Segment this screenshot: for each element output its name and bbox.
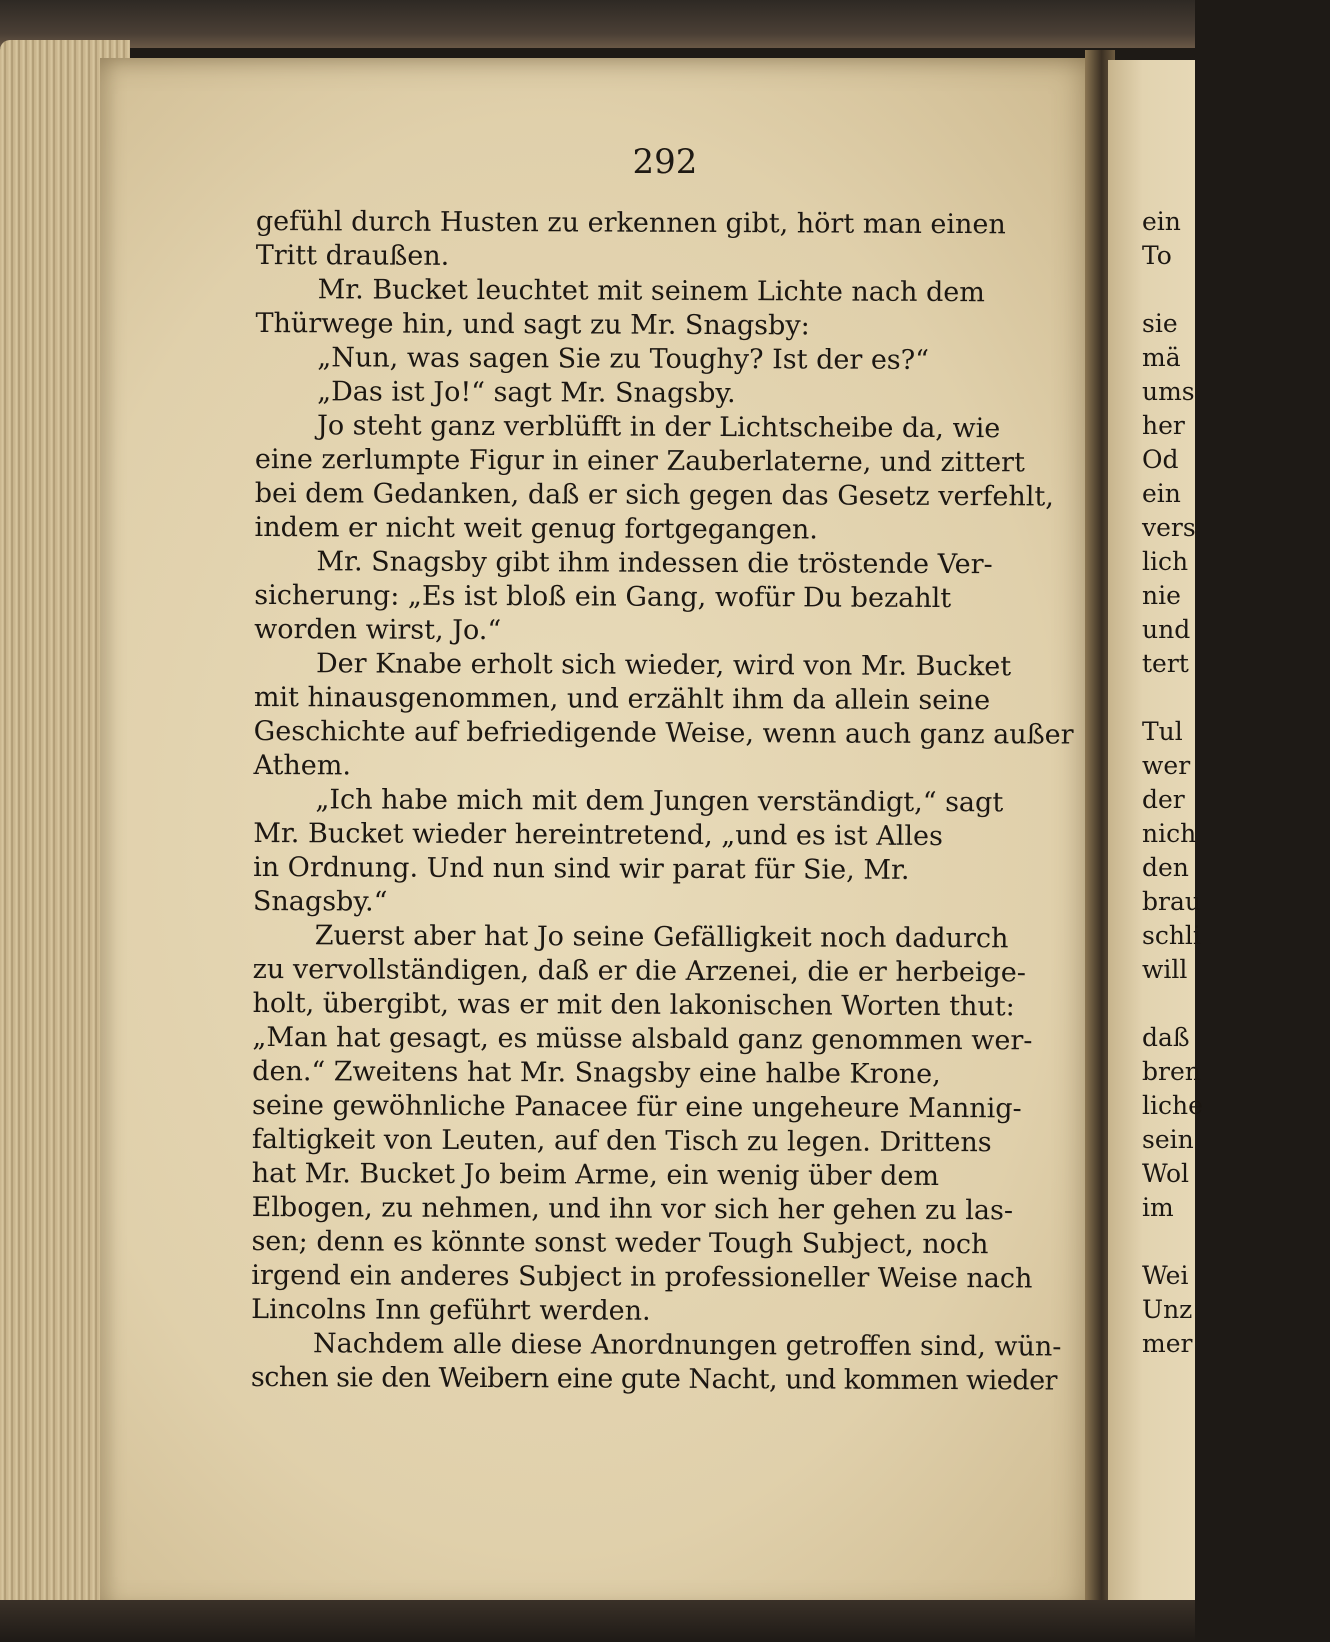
- text-line: Snagsby.“: [252, 885, 388, 918]
- next-page-fragment: daß: [1142, 1023, 1190, 1052]
- fragment-gap: [1142, 681, 1195, 715]
- text-line: Mr. Bucket wieder hereintretend, „und es ist Alles: [253, 817, 943, 853]
- text-line: Jo steht ganz verblüfft in der Lichtscheibe da, wie: [316, 410, 1001, 445]
- next-page-fragment: nich: [1142, 819, 1197, 848]
- next-page-fragment: den: [1142, 853, 1189, 882]
- text-line: Tritt draußen.: [255, 239, 450, 272]
- text-line: Zuerst aber hat Jo seine Gefälligkeit noch dadurch: [314, 920, 1009, 955]
- text-line: „Das ist Jo!“ sagt Mr. Snagsby.: [317, 376, 736, 410]
- text-line: Geschichte auf befriedigende Weise, wenn auch ganz außer: [253, 715, 1074, 751]
- text-line: seine gewöhnliche Panacee für eine ungeheure Mannig-: [252, 1089, 1022, 1125]
- text-line: holt, übergibt, was er mit den lakonischen Worten thut:: [252, 987, 1015, 1023]
- next-page-fragment: mä: [1142, 343, 1181, 372]
- text-line: schen sie den Weibern eine gute Nacht, und kommen wieder: [250, 1361, 1058, 1397]
- next-page-fragment: der: [1142, 785, 1185, 814]
- book-binding: [0, 0, 1195, 48]
- fragment-gap: [1142, 987, 1195, 1021]
- next-page-fragment: mer: [1142, 1329, 1193, 1358]
- next-page-fragment: her: [1142, 411, 1185, 440]
- text-line: „Nun, was sagen Sie zu Toughy? Ist der es?“: [317, 342, 930, 376]
- next-page-fragment: wer: [1142, 751, 1191, 780]
- text-line: „Ich habe mich mit dem Jungen verständigt,“ sagt: [315, 784, 1004, 819]
- next-page-fragment: Wol: [1142, 1159, 1190, 1188]
- text-line: sicherung: „Es ist bloß ein Gang, wofür Du bezahlt: [254, 579, 952, 615]
- next-page-fragment: Wei: [1142, 1261, 1189, 1290]
- text-line: hat Mr. Bucket Jo beim Arme, ein wenig über dem: [251, 1157, 940, 1192]
- next-page-fragment: To: [1142, 241, 1172, 270]
- text-line: Mr. Bucket leuchtet mit seinem Lichte nach dem: [317, 274, 985, 309]
- text-line: bei dem Gedanken, daß er sich gegen das Gesetz verfehlt,: [254, 477, 1054, 513]
- text-line: Elbogen, zu nehmen, und ihn vor sich her gehen zu las-: [251, 1191, 1014, 1227]
- text-line: worden wirst, Jo.“: [254, 613, 502, 647]
- text-line: irgend ein anderes Subject in professioneller Weise nach: [251, 1259, 1033, 1295]
- text-line: Der Knabe erholt sich wieder, wird von Mr. Bucket: [315, 648, 1012, 683]
- text-line: sen; denn es könnte sonst weder Tough Subject, noch: [251, 1225, 989, 1261]
- text-line: in Ordnung. Und nun sind wir parat für Sie, Mr.: [253, 851, 910, 886]
- text-line: Nachdem alle diese Anordnungen getroffen sind, wün-: [312, 1328, 1062, 1363]
- text-line: mit hinausgenommen, und erzählt ihm da allein seine: [253, 681, 991, 717]
- next-page-fragment: im: [1142, 1193, 1174, 1222]
- next-page-fragment: nie: [1142, 581, 1181, 610]
- next-page-fragment: Tul: [1142, 717, 1183, 746]
- next-page-text: [1142, 205, 1203, 1361]
- next-page-fragment: sein: [1142, 1125, 1194, 1154]
- next-page-fragment: ein: [1142, 207, 1181, 236]
- next-page-fragment: ein: [1142, 479, 1181, 508]
- next-page-fragment: tert: [1142, 649, 1189, 678]
- next-page-fragment: lich: [1142, 547, 1189, 576]
- next-page-fragment: bren: [1142, 1057, 1201, 1086]
- text-line: „Man hat gesagt, es müsse alsbald ganz genommen wer-: [252, 1021, 1033, 1057]
- text-line: zu vervollständigen, daß er die Arzenei, die er herbeige-: [252, 953, 1027, 989]
- text-line: den.“ Zweitens hat Mr. Snagsby eine halbe Krone,: [252, 1055, 941, 1090]
- next-page-fragment: schli: [1142, 921, 1201, 950]
- text-line: Thürwege hin, und sagt zu Mr. Snagsby:: [255, 307, 810, 342]
- book-bottom-edge: [0, 1600, 1195, 1642]
- next-page-fragment: ums: [1142, 377, 1195, 406]
- fragment-gap: [1142, 273, 1195, 307]
- text-line: faltigkeit von Leuten, auf den Tisch zu legen. Drittens: [251, 1123, 992, 1159]
- text-line: Athem.: [253, 749, 352, 782]
- text-line: eine zerlumpte Figur in einer Zauberlaterne, und zittert: [254, 443, 1025, 479]
- text-line: gefühl durch Husten zu erkennen gibt, hört man einen: [255, 205, 1006, 241]
- body-text: [251, 205, 1078, 1399]
- next-page-fragment: Unz: [1142, 1295, 1193, 1324]
- text-line: Mr. Snagsby gibt ihm indessen die tröstende Ver-: [316, 546, 993, 581]
- next-page-fragment: und: [1142, 615, 1191, 644]
- next-page-fragment: Od: [1142, 445, 1179, 474]
- next-page-fragment: will: [1142, 955, 1188, 984]
- next-page-fragment: sie: [1142, 309, 1178, 338]
- next-page-fragment: liche: [1142, 1091, 1203, 1120]
- fragment-gap: [1142, 1225, 1195, 1259]
- text-line: Lincolns Inn geführt werden.: [251, 1293, 651, 1327]
- next-page-fragment: brau: [1142, 887, 1201, 916]
- text-line: indem er nicht weit genug fortgegangen.: [254, 511, 818, 546]
- next-page-fragment: vers: [1142, 513, 1196, 542]
- page-number: 292: [632, 142, 698, 182]
